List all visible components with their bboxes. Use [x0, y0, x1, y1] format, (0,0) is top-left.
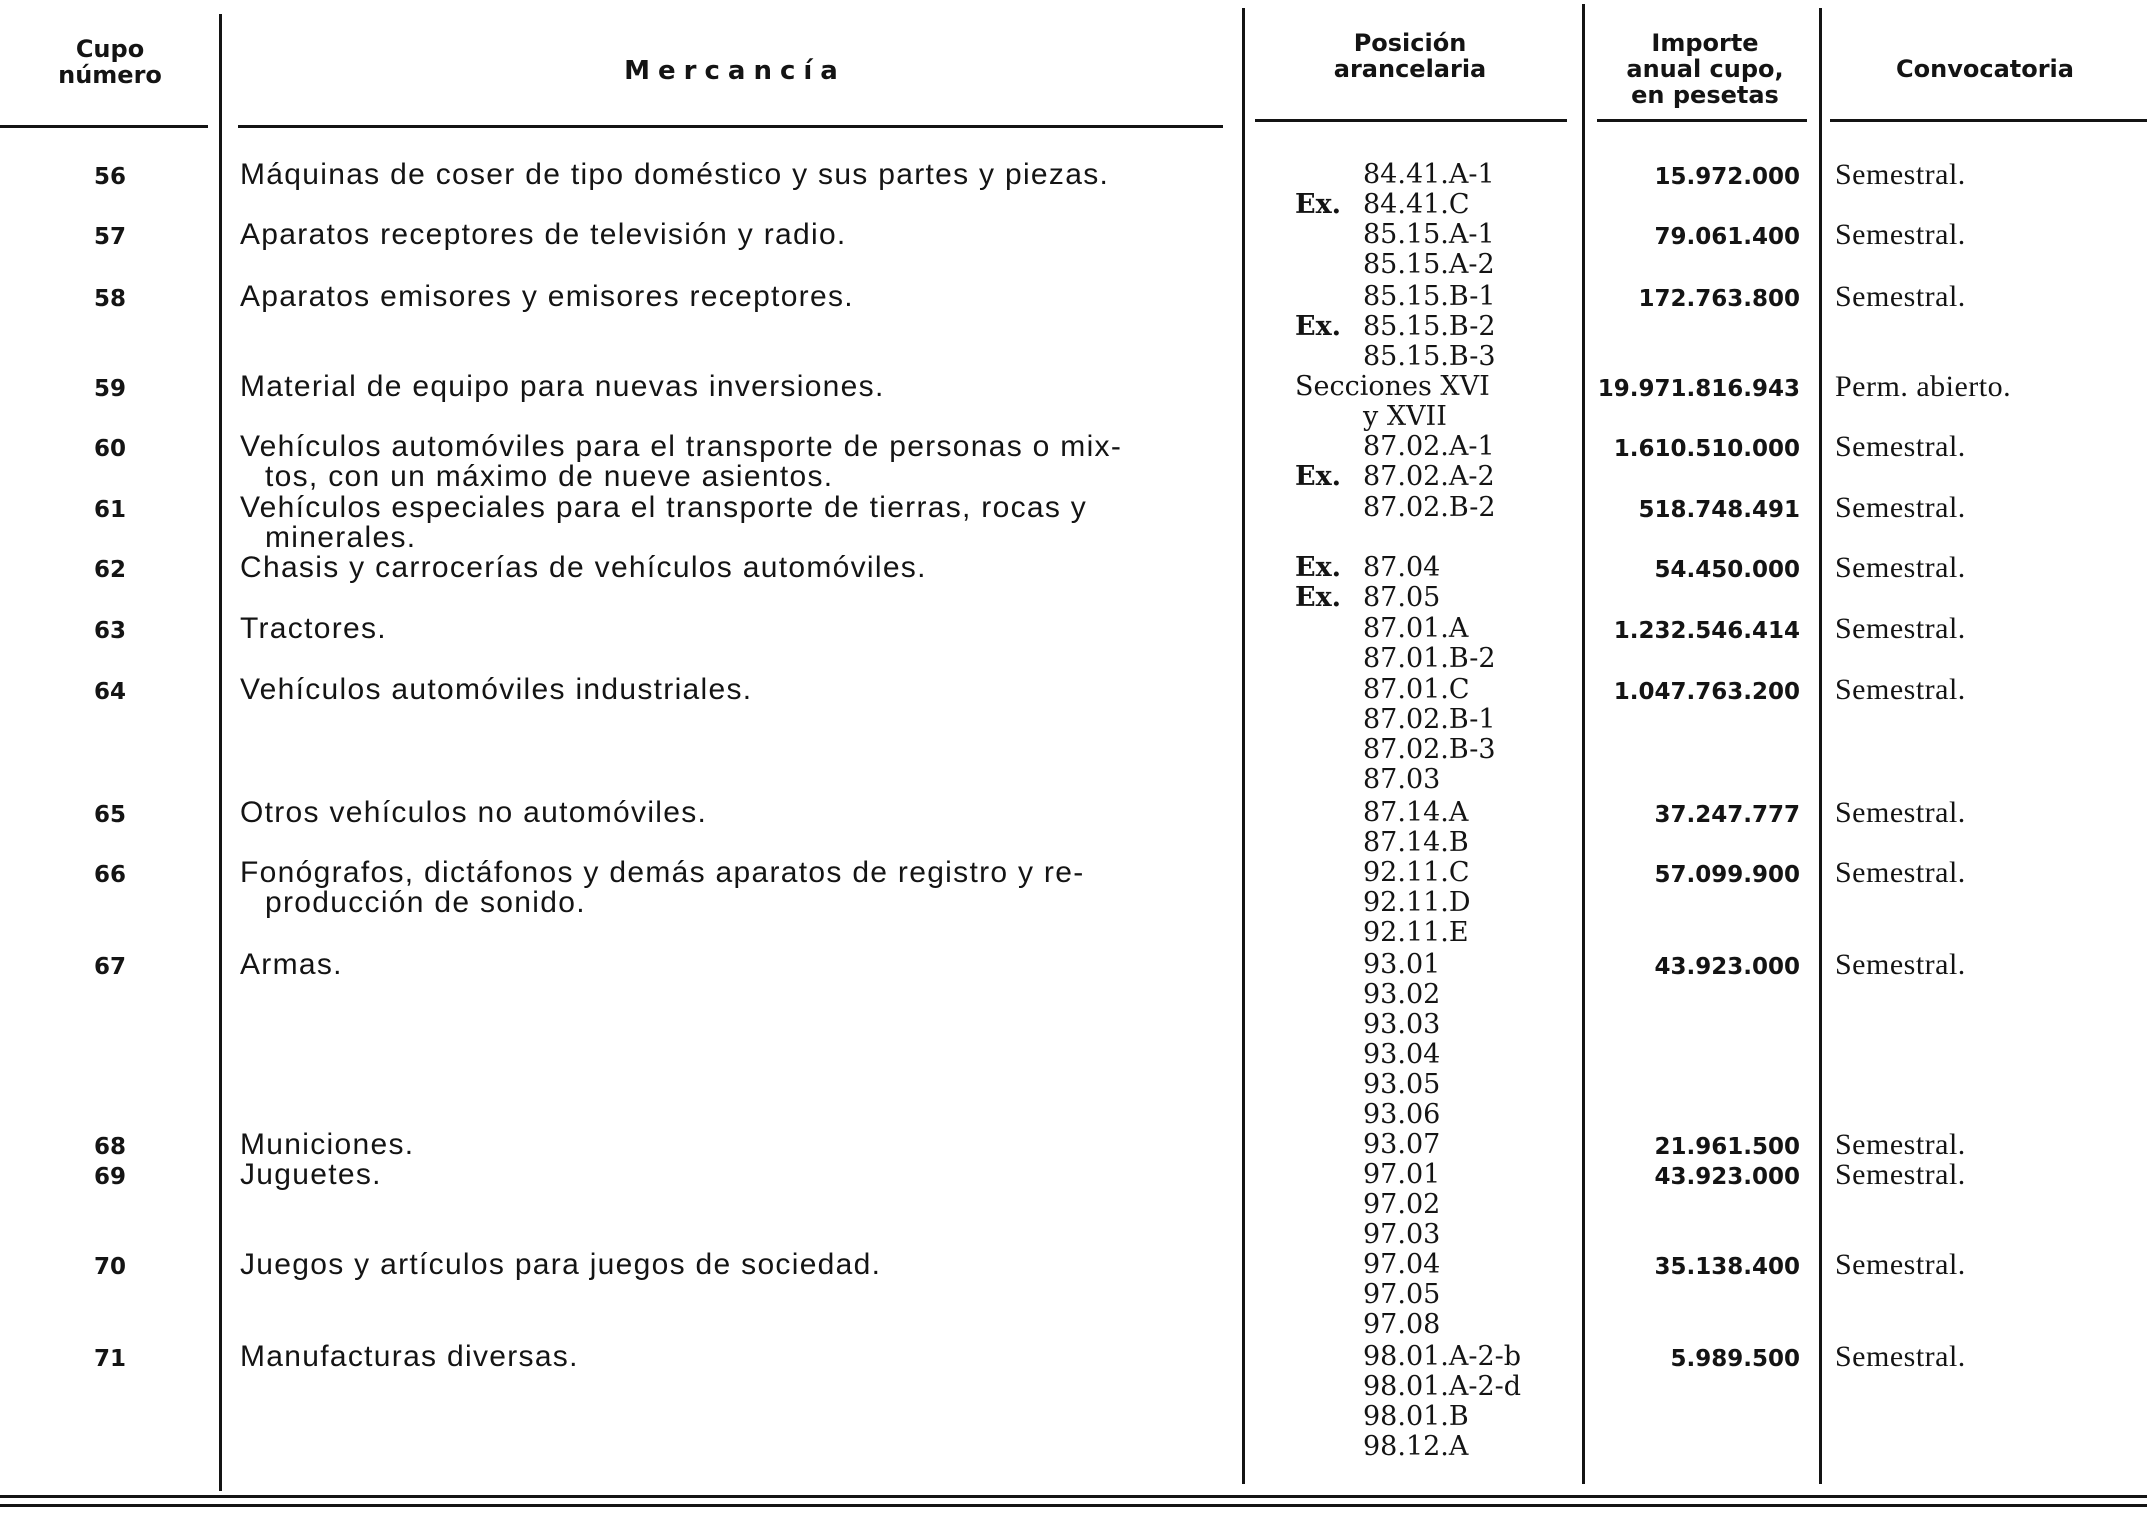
convocatoria-value: Semestral. [1835, 1158, 1966, 1191]
posicion-code: 92.11.D [1363, 887, 1471, 918]
posicion-cell [1295, 798, 1565, 858]
posicion-code: 87.05 [1363, 582, 1441, 613]
mercancia-line: Vehículos automóviles industriales. [240, 673, 753, 706]
cupo-number: 61 [93, 497, 126, 523]
posicion-code: 84.41.C [1363, 189, 1470, 220]
importe-value: 19.971.816.943 [1597, 376, 1800, 402]
convocatoria-value: Semestral. [1835, 796, 1966, 829]
importe-value: 79.061.400 [1654, 224, 1800, 250]
posicion-line [1295, 190, 1565, 220]
mercancia-cell [240, 798, 1230, 828]
posicion-cell [1295, 675, 1565, 795]
convocatoria-value: Semestral. [1835, 673, 1966, 706]
convocatoria-value: Semestral. [1835, 1340, 1966, 1373]
column-divider-1 [219, 14, 222, 1491]
posicion-prefix: Ex. [1295, 311, 1342, 342]
posicion-line [1295, 1432, 1565, 1462]
posicion-line [1295, 950, 1565, 980]
mercancia-cell [240, 160, 1230, 190]
posicion-code: 98.01.A-2-b [1363, 1341, 1522, 1372]
posicion-code: 93.07 [1363, 1129, 1441, 1160]
mercancia-line: Municiones. [240, 1128, 415, 1161]
convocatoria-value: Semestral. [1835, 280, 1966, 313]
posicion-code: 98.01.A-2-d [1363, 1371, 1522, 1402]
mercancia-line: Juegos y artículos para juegos de sociedad. [240, 1248, 882, 1281]
mercancia-cell [240, 493, 1230, 553]
header-mercancia: Mercancía [624, 56, 846, 86]
posicion-code: 87.01.C [1363, 674, 1470, 705]
cupo-number: 58 [93, 286, 126, 312]
posicion-line [1295, 888, 1565, 918]
mercancia-line: Aparatos receptores de televisión y radio. [240, 218, 847, 251]
mercancia-cell [240, 1130, 1230, 1160]
cupo-number: 60 [93, 436, 126, 462]
posicion-code: 84.41.A-1 [1363, 159, 1495, 190]
posicion-line [1295, 1160, 1565, 1190]
posicion-line [1295, 312, 1565, 342]
posicion-code: 87.04 [1363, 552, 1441, 583]
posicion-code: 87.02.B-2 [1363, 492, 1496, 523]
header-underline-mercancia [238, 125, 1223, 128]
posicion-line [1295, 1250, 1565, 1280]
posicion-line [1295, 735, 1565, 765]
mercancia-line: Fonógrafos, dictáfonos y demás aparatos de registro y re- [240, 856, 1085, 889]
importe-value: 43.923.000 [1654, 954, 1800, 980]
posicion-code: 87.01.A [1363, 613, 1469, 644]
posicion-line [1295, 675, 1565, 705]
posicion-code: 85.15.B-1 [1363, 281, 1496, 312]
posicion-line [1295, 372, 1565, 402]
posicion-line [1295, 1100, 1565, 1130]
cupo-number: 68 [93, 1134, 126, 1160]
column-divider-3 [1582, 4, 1585, 1484]
mercancia-cell [240, 1160, 1230, 1190]
posicion-line [1295, 828, 1565, 858]
posicion-code: 85.15.B-2 [1363, 311, 1496, 342]
bottom-rule-top [0, 1495, 2147, 1498]
posicion-code: 93.06 [1363, 1099, 1441, 1130]
posicion-cell [1295, 950, 1565, 1130]
posicion-cell [1295, 160, 1565, 220]
mercancia-cell [240, 1250, 1230, 1280]
cupo-number: 70 [93, 1254, 126, 1280]
posicion-line [1295, 1190, 1565, 1220]
mercancia-line: Juguetes. [240, 1158, 382, 1191]
posicion-code: 97.02 [1363, 1189, 1441, 1220]
convocatoria-value: Semestral. [1835, 551, 1966, 584]
posicion-code: 97.03 [1363, 1219, 1441, 1250]
mercancia-cell [240, 1342, 1230, 1372]
posicion-line [1295, 1070, 1565, 1100]
posicion-code: 87.01.B-2 [1363, 643, 1496, 674]
mercancia-cell [240, 432, 1230, 492]
cupo-number: 71 [93, 1346, 126, 1372]
header-importe: Importe anual cupo, en pesetas [1626, 29, 1784, 109]
importe-value: 1.047.763.200 [1613, 679, 1800, 705]
mercancia-cell [240, 950, 1230, 980]
importe-value: 43.923.000 [1654, 1164, 1800, 1190]
posicion-line [1295, 614, 1565, 644]
posicion-line [1295, 1130, 1565, 1160]
posicion-line [1295, 1342, 1565, 1372]
mercancia-line: Chasis y carrocerías de vehículos automóviles. [240, 551, 927, 584]
posicion-line [1295, 250, 1565, 280]
posicion-line [1295, 1280, 1565, 1310]
importe-value: 57.099.900 [1654, 862, 1800, 888]
bottom-rule-bottom [0, 1504, 2147, 1507]
posicion-code: 97.08 [1363, 1309, 1441, 1340]
cupo-number: 62 [93, 557, 126, 583]
posicion-line [1295, 493, 1565, 523]
posicion-line [1295, 1040, 1565, 1070]
posicion-line [1295, 765, 1565, 795]
mercancia-line: Tractores. [240, 612, 387, 645]
mercancia-cell [240, 675, 1230, 705]
posicion-line [1295, 1310, 1565, 1340]
importe-value: 1.232.546.414 [1613, 618, 1800, 644]
mercancia-cell [240, 858, 1230, 918]
posicion-code: 92.11.C [1363, 857, 1470, 888]
mercancia-line: Aparatos emisores y emisores receptores. [240, 280, 854, 313]
importe-value: 15.972.000 [1654, 164, 1800, 190]
mercancia-line: producción de sonido. [265, 886, 586, 919]
convocatoria-value: Semestral. [1835, 1248, 1966, 1281]
posicion-line [1295, 798, 1565, 828]
importe-value: 172.763.800 [1638, 286, 1800, 312]
posicion-code: Secciones XVI [1295, 371, 1490, 402]
posicion-cell [1295, 1250, 1565, 1340]
posicion-line [1295, 402, 1565, 432]
posicion-code: y XVII [1363, 401, 1447, 432]
cupo-number: 57 [93, 224, 126, 250]
posicion-code: 85.15.B-3 [1363, 341, 1496, 372]
posicion-code: 87.02.B-3 [1363, 734, 1496, 765]
posicion-code: 98.12.A [1363, 1431, 1469, 1462]
convocatoria-value: Semestral. [1835, 218, 1966, 251]
mercancia-line: Armas. [240, 948, 343, 981]
convocatoria-value: Semestral. [1835, 158, 1966, 191]
posicion-code: 87.02.B-1 [1363, 704, 1496, 735]
mercancia-cell [240, 614, 1230, 644]
cupo-number: 65 [93, 802, 126, 828]
posicion-line [1295, 918, 1565, 948]
posicion-cell [1295, 1130, 1565, 1160]
posicion-cell [1295, 282, 1565, 372]
mercancia-line: Máquinas de coser de tipo doméstico y sus partes y piezas. [240, 158, 1110, 191]
posicion-code: 93.02 [1363, 979, 1441, 1010]
header-cupo-numero: Cupo número [58, 35, 162, 89]
column-divider-4 [1819, 8, 1822, 1484]
importe-value: 518.748.491 [1638, 497, 1800, 523]
posicion-cell [1295, 432, 1565, 492]
mercancia-cell [240, 220, 1230, 250]
posicion-cell [1295, 553, 1565, 613]
convocatoria-value: Semestral. [1835, 948, 1966, 981]
posicion-line [1295, 220, 1565, 250]
posicion-code: 97.04 [1363, 1249, 1441, 1280]
header-underline-importe [1597, 119, 1807, 122]
posicion-code: 87.14.B [1363, 827, 1469, 858]
posicion-cell [1295, 220, 1565, 280]
posicion-code: 87.03 [1363, 764, 1441, 795]
posicion-prefix: Ex. [1295, 552, 1342, 583]
importe-value: 54.450.000 [1654, 557, 1800, 583]
mercancia-line: Manufacturas diversas. [240, 1340, 579, 1373]
posicion-code: 87.14.A [1363, 797, 1469, 828]
convocatoria-value: Perm. abierto. [1835, 370, 2012, 403]
mercancia-line: minerales. [265, 521, 417, 554]
header-convocatoria: Convocatoria [1896, 55, 2074, 83]
posicion-code: 92.11.E [1363, 917, 1469, 948]
cupo-number: 59 [93, 376, 126, 402]
posicion-prefix: Ex. [1295, 461, 1342, 492]
posicion-code: 97.05 [1363, 1279, 1441, 1310]
posicion-code: 93.05 [1363, 1069, 1441, 1100]
posicion-line [1295, 583, 1565, 613]
posicion-line [1295, 462, 1565, 492]
posicion-line [1295, 1402, 1565, 1432]
convocatoria-value: Semestral. [1835, 1128, 1966, 1161]
posicion-line [1295, 644, 1565, 674]
mercancia-cell [240, 372, 1230, 402]
posicion-line [1295, 1220, 1565, 1250]
convocatoria-value: Semestral. [1835, 430, 1966, 463]
posicion-code: 85.15.A-1 [1363, 219, 1495, 250]
posicion-code: 87.02.A-1 [1363, 431, 1495, 462]
convocatoria-value: Semestral. [1835, 856, 1966, 889]
posicion-line [1295, 1372, 1565, 1402]
posicion-prefix: Ex. [1295, 189, 1342, 220]
posicion-cell [1295, 1342, 1565, 1462]
posicion-line [1295, 432, 1565, 462]
column-divider-2 [1242, 8, 1245, 1484]
posicion-code: 85.15.A-2 [1363, 249, 1495, 280]
convocatoria-value: Semestral. [1835, 491, 1966, 524]
mercancia-cell [240, 282, 1230, 312]
importe-value: 35.138.400 [1654, 1254, 1800, 1280]
posicion-line [1295, 160, 1565, 190]
mercancia-line: Vehículos especiales para el transporte de tierras, rocas y [240, 491, 1088, 524]
posicion-cell [1295, 1160, 1565, 1250]
cupo-number: 66 [93, 862, 126, 888]
posicion-prefix: Ex. [1295, 582, 1342, 613]
posicion-line [1295, 282, 1565, 312]
cupo-number: 56 [93, 164, 126, 190]
posicion-code: 98.01.B [1363, 1401, 1469, 1432]
cupo-number: 64 [93, 679, 126, 705]
posicion-line [1295, 1010, 1565, 1040]
header-underline-cupo [0, 125, 208, 128]
posicion-line [1295, 705, 1565, 735]
posicion-line [1295, 342, 1565, 372]
importe-value: 1.610.510.000 [1613, 436, 1800, 462]
importe-value: 5.989.500 [1670, 1346, 1800, 1372]
posicion-cell [1295, 493, 1565, 523]
importe-value: 37.247.777 [1654, 802, 1800, 828]
convocatoria-value: Semestral. [1835, 612, 1966, 645]
cupo-number: 67 [93, 954, 126, 980]
posicion-cell [1295, 858, 1565, 948]
mercancia-line: Otros vehículos no automóviles. [240, 796, 708, 829]
cupo-number: 63 [93, 618, 126, 644]
header-underline-posicion [1255, 119, 1567, 122]
posicion-code: 93.04 [1363, 1039, 1441, 1070]
posicion-code: 93.03 [1363, 1009, 1441, 1040]
posicion-code: 97.01 [1363, 1159, 1441, 1190]
posicion-line [1295, 858, 1565, 888]
posicion-line [1295, 553, 1565, 583]
header-underline-convocatoria [1830, 119, 2147, 122]
posicion-line [1295, 980, 1565, 1010]
importe-value: 21.961.500 [1654, 1134, 1800, 1160]
mercancia-line: Material de equipo para nuevas inversiones. [240, 370, 885, 403]
mercancia-line: tos, con un máximo de nueve asientos. [265, 460, 834, 493]
mercancia-line: Vehículos automóviles para el transporte de personas o mix- [240, 430, 1123, 463]
posicion-code: 87.02.A-2 [1363, 461, 1495, 492]
posicion-code: 93.01 [1363, 949, 1441, 980]
posicion-cell [1295, 614, 1565, 674]
cupo-number: 69 [93, 1164, 126, 1190]
header-posicion-arancelaria: Posición arancelaria [1333, 29, 1487, 83]
posicion-cell [1295, 372, 1565, 432]
mercancia-cell [240, 553, 1230, 583]
